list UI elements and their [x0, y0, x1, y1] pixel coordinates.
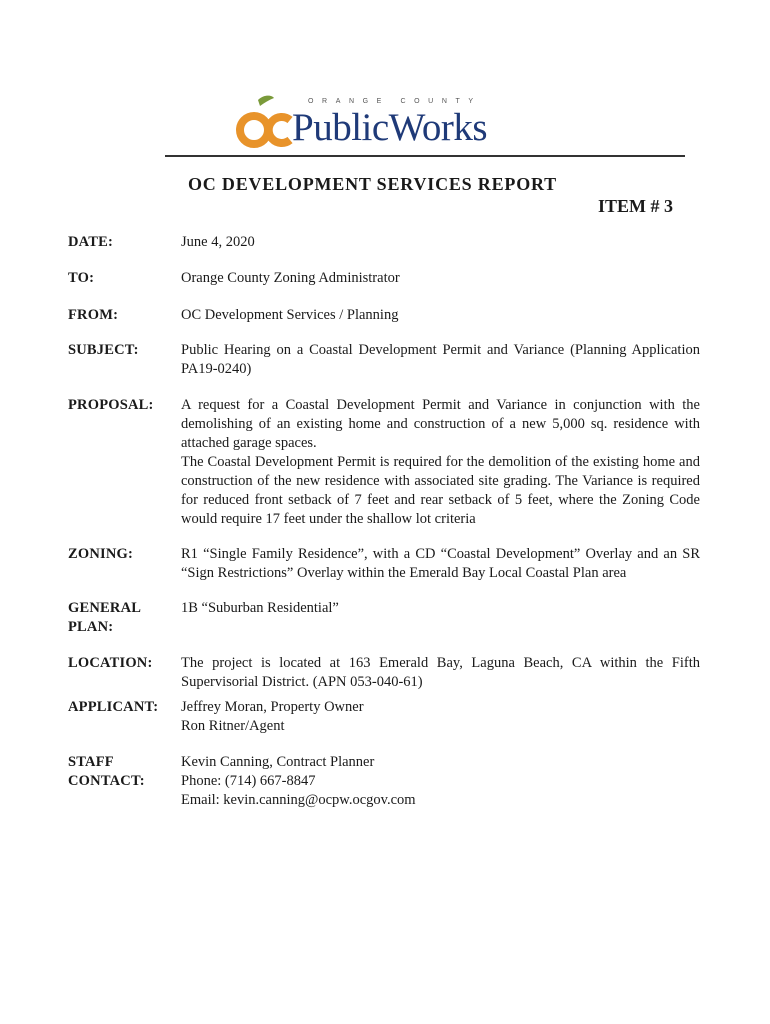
- field-value-proposal: [181, 396, 700, 529]
- proposal-paragraph: A request for a Coastal Development Permit and Variance in conjunction with the demolishing of an existing home and construction of a new 5,000 sq. residence with attached garage spaces.: [181, 397, 700, 451]
- field-value-to: Orange County Zoning Administrator: [181, 270, 400, 286]
- field-label-staff-contact: [68, 753, 173, 791]
- applicant-line: Ron Ritner/Agent: [181, 718, 285, 734]
- field-label-line: PLAN:: [68, 619, 114, 635]
- logo-o-shape: [240, 116, 268, 144]
- logo-tagline: ORANGE COUNTY: [308, 98, 482, 105]
- field-label-line: CONTACT:: [68, 773, 145, 789]
- logo-wordmark: PublicWorks: [292, 106, 488, 149]
- field-value-zoning: R1 “Single Family Residence”, with a CD “Coastal Development” Overlay and an SR “Sign Restrictions” Overlay within the Emerald Bay Local Coastal Plan area: [181, 546, 700, 581]
- field-label-location: LOCATION:: [68, 655, 153, 671]
- field-value-location: The project is located at 163 Emerald Bay, Laguna Beach, CA within the Fifth Supervisorial District. (APN 053-040-61): [181, 655, 700, 690]
- field-label-date: DATE:: [68, 234, 114, 250]
- field-value-applicant: [181, 698, 700, 736]
- field-label-zoning: ZONING:: [68, 546, 134, 562]
- field-label-subject: SUBJECT:: [68, 342, 139, 358]
- applicant-line: Jeffrey Moran, Property Owner: [181, 699, 364, 715]
- field-label-line: GENERAL: [68, 600, 142, 616]
- oc-public-works-logo: [234, 94, 294, 150]
- item-number: ITEM # 3: [598, 196, 674, 216]
- logo-c-shape: [269, 117, 290, 143]
- field-label-from: FROM:: [68, 307, 119, 323]
- staff-contact-line: Phone: (714) 667-8847: [181, 773, 316, 789]
- field-label-applicant: APPLICANT:: [68, 699, 159, 715]
- field-value-subject: Public Hearing on a Coastal Development Permit and Variance (Planning Application PA19-0240): [181, 342, 700, 377]
- field-value-staff-contact: [181, 753, 700, 810]
- leaf-icon: [258, 96, 274, 106]
- field-label-to: TO:: [68, 270, 95, 286]
- staff-contact-email[interactable]: Email: kevin.canning@ocpw.ocgov.com: [181, 792, 416, 808]
- field-label-proposal: PROPOSAL:: [68, 397, 154, 413]
- field-label-general-plan: [68, 599, 173, 637]
- staff-contact-line: Kevin Canning, Contract Planner: [181, 754, 375, 770]
- header-divider: [165, 155, 685, 157]
- report-title: OC DEVELOPMENT SERVICES REPORT: [188, 174, 557, 194]
- field-value-general-plan: 1B “Suburban Residential”: [181, 600, 339, 616]
- field-value-from: OC Development Services / Planning: [181, 307, 399, 323]
- field-label-line: STAFF: [68, 754, 114, 770]
- proposal-paragraph: The Coastal Development Permit is required for the demolition of the existing home and construction of the new residence with associated site grading. The Variance is required for reduced front setback of 7 feet and rear setback of 5 feet, where the Zoning Code would require 17 feet under the shallow lot criteria: [181, 454, 700, 527]
- field-value-date: June 4, 2020: [181, 234, 255, 250]
